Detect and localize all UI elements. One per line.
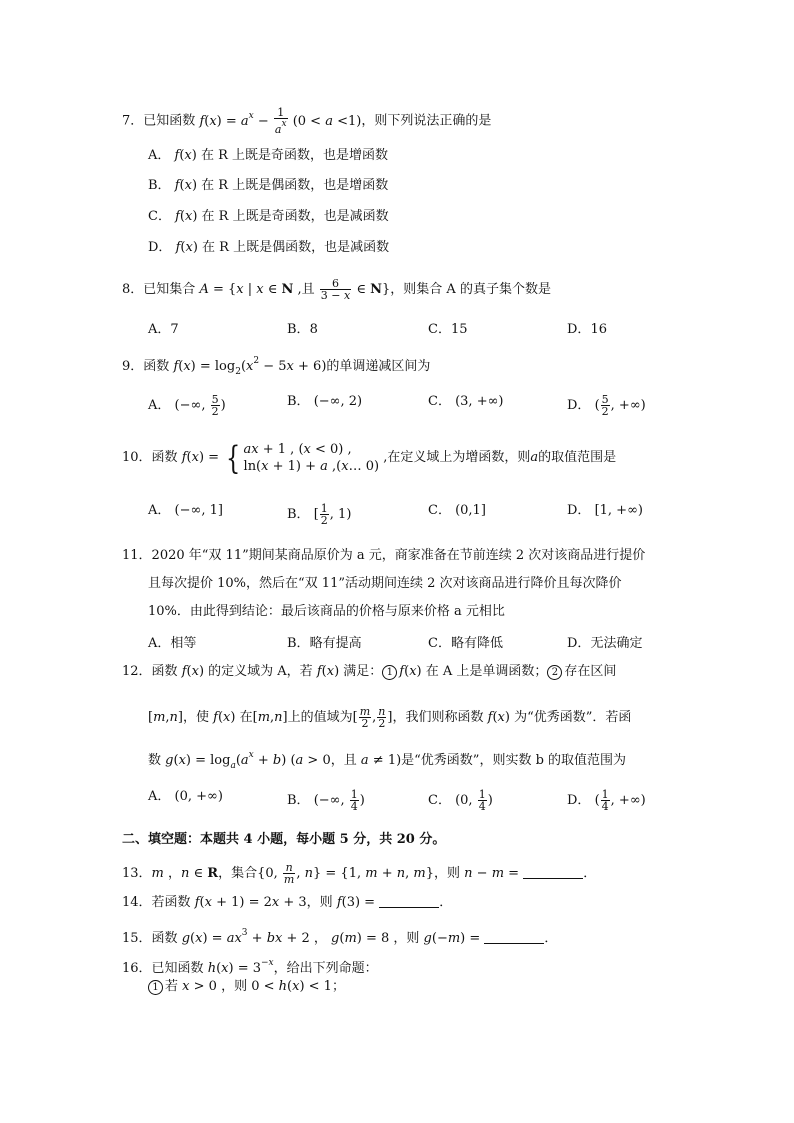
q12-text: 上的值域为: [287, 710, 353, 725]
q13-text: ，则: [434, 866, 461, 881]
q12-text: 满足：: [343, 664, 383, 679]
option-label: A．: [148, 148, 171, 163]
q12-option-b[interactable]: B． (−∞, $\frac{1}{4}$ ): [287, 788, 365, 813]
option-label: D．: [567, 636, 591, 651]
option-label: A．: [148, 789, 171, 804]
q10-option-a[interactable]: A． (−∞, 1]: [148, 503, 223, 518]
q12-text: ，使: [183, 710, 210, 725]
q11-text-2: 且每次提价 10%，然后在“双 11”活动期间连续 2 次对该商品进行降价且每次降价: [148, 576, 622, 591]
q15-answer-blank[interactable]: [484, 931, 544, 944]
q16-claim-1: 1 若 x > 0 ，则 0 < h(x) < 1；: [148, 979, 345, 995]
q9-stem: [122, 353, 430, 380]
q12-text: 在: [239, 710, 253, 725]
q14-text: ，则: [306, 895, 333, 910]
option-text: 略有降低: [450, 636, 503, 651]
q15: 15．函数 $g(x) = ax^3$ + bx + 2 ， g(m) = 8 ，则 g(−m) = ．: [122, 928, 558, 946]
q13: 13．m ，n ∈ R，集合{0, $\frac{n}{m}$ , n} = {1, m + n, m}，则 n − m = ．: [122, 861, 597, 886]
q8-option-c[interactable]: [428, 322, 468, 338]
option-text: 在 R 上既是偶函数，也是减函数: [202, 240, 390, 255]
q10-option-b[interactable]: B． [ $\frac{1}{2}$ , 1): [287, 502, 352, 527]
option-label: C．: [428, 394, 451, 409]
circled-one-icon: 1: [148, 980, 163, 995]
q12-text: 在 A 上是单调函数；: [425, 664, 548, 679]
circled-two-icon: 2: [547, 665, 562, 680]
q8-formula: A = {x | x ∈ N ,且 $\frac{6}{3 - x}$ ∈ N}: [199, 277, 391, 302]
q14-text: 若函数: [151, 895, 191, 910]
option-label: B．: [287, 394, 310, 409]
q14-answer-blank[interactable]: [379, 895, 439, 908]
q12-text: 为“优秀函数”．若函: [514, 710, 632, 725]
q7-stem-a: 已知函数: [143, 113, 196, 129]
option-text: 在 R 上既是偶函数，也是增函数: [201, 178, 389, 193]
option-label: A．: [148, 636, 171, 651]
q12-text: 数: [148, 753, 162, 768]
option-label: D．: [567, 398, 591, 413]
q16-text: ，则: [221, 979, 248, 994]
q14: 14．若函数 f(x + 1) = 2x + 3，则 f(3) = ．: [122, 895, 453, 910]
q8-stem: [122, 278, 551, 301]
option-text: 略有提高: [309, 636, 362, 651]
q11-text-3: 10%．由此得到结论：最后该商品的价格与原来价格 a 元相比: [148, 604, 505, 619]
q9-option-d[interactable]: D． ( $\frac{5}{2}$ , +∞): [567, 393, 646, 418]
q8-option-a[interactable]: [148, 322, 179, 338]
q9-stem-a: 函数: [143, 359, 170, 374]
q16-number: 16．: [122, 961, 152, 976]
q9-number: 9．: [122, 359, 144, 374]
q12-line-2: [m,n]，使 f(x) 在[m,n]上的值域为[ $\frac{m}{2}$ , $\frac{n}{2}$ ]，我们则称函数 f(x) 为“优秀函数”．若函: [148, 705, 632, 730]
q7-stem: [122, 107, 491, 135]
section-two-heading: 二、填空题：本题共 4 小题，每小题 5 分，共 20 分。: [122, 832, 446, 847]
q11-line-3: [148, 604, 505, 620]
option-label: B．: [287, 507, 310, 522]
q10-formula: f(x) = { ax + 1 , (x < 0) , ln(x + 1) + a ,(x… 0) ,: [181, 438, 388, 477]
option-label: C．: [148, 209, 171, 224]
option-label: C．: [428, 322, 451, 337]
option-label: A．: [148, 322, 171, 337]
q14-number: 14．: [122, 895, 152, 910]
option-label: D．: [567, 503, 591, 518]
q12-option-a[interactable]: A． (0, +∞): [148, 789, 223, 804]
q10-option-c[interactable]: C． (0,1]: [428, 503, 486, 518]
q8-option-b[interactable]: [287, 322, 318, 338]
q11-option-d[interactable]: [567, 636, 642, 652]
option-text: 无法确定: [590, 636, 643, 651]
option-label: B．: [287, 793, 310, 808]
q12-line-3: 数 $g(x) = \log_a(a^x + b) (a > 0$，且 a ≠ 1)是“优秀函数”，则实数 b 的取值范围为: [148, 750, 627, 771]
q12-option-d[interactable]: D． ( $\frac{1}{4}$ , +∞): [567, 788, 646, 813]
q12-number: 12．: [122, 664, 152, 679]
option-text: 在 R 上既是奇函数，也是减函数: [201, 209, 389, 224]
q12-line-1: 12．函数 f(x) 的定义域为 A，若 f(x) 满足： 1 f(x) 在 A 上是单调函数； 2 存在区间: [122, 664, 617, 679]
option-text: 在 R 上既是奇函数，也是增函数: [200, 148, 389, 163]
q10-option-d[interactable]: D． [1, +∞): [567, 503, 643, 518]
circled-one-icon: 1: [382, 665, 397, 680]
q12-text: 存在区间: [564, 664, 617, 679]
q7-stem-b: ，则下列说法正确的是: [361, 113, 492, 129]
q12-text: 的定义域为 A，若: [208, 664, 313, 679]
q7-option-c[interactable]: C． f(x) 在 R 上既是奇函数，也是减函数: [148, 209, 389, 224]
q16-text: 已知函数: [151, 961, 204, 976]
q8-number: 8．: [122, 282, 144, 297]
q11-line-2: [148, 576, 622, 592]
option-label: C．: [428, 503, 451, 518]
option-label: D．: [148, 240, 172, 255]
option-label: B．: [148, 178, 171, 193]
q12-text: 函数: [151, 664, 178, 679]
option-label: B．: [287, 322, 310, 337]
option-label: A．: [148, 398, 171, 413]
q10-stem-b: 在定义域上为增函数，则: [387, 450, 531, 465]
q15-text: 函数: [151, 931, 178, 946]
q10-stem-a: 函数: [151, 450, 178, 465]
q13-answer-blank[interactable]: [523, 866, 583, 879]
q11-number: 11．: [122, 548, 152, 563]
option-text: 8: [309, 322, 318, 337]
q13-number: 13．: [122, 866, 152, 881]
q8-stem-b: ，则集合 A 的真子集个数是: [390, 282, 551, 297]
q12-text: ，我们则称函数: [392, 710, 484, 725]
q9-option-b[interactable]: B． (−∞, 2): [287, 394, 363, 409]
q11-line-1: [122, 548, 645, 564]
q12-text: 是“优秀函数”，则实数 b 的取值范围为: [401, 753, 627, 768]
q7-number: 7．: [122, 113, 144, 129]
q9-formula: $f(x) = \log_2(x^2 - 5x + 6)$: [173, 356, 327, 377]
q12-text: ，且: [330, 753, 357, 768]
q11-option-c[interactable]: [428, 636, 503, 652]
q7-option-a[interactable]: A． f(x) 在 R 上既是奇函数，也是增函数: [148, 148, 389, 163]
q10-stem: 10．函数 f(x) = { ax + 1 , (x < 0) , ln(x + 1) + a ,(x… 0) ,在定义域上为增函数，则a的取值范围是: [122, 438, 617, 477]
option-label: D．: [567, 793, 591, 808]
q7-option-b[interactable]: B． f(x) 在 R 上既是偶函数，也是增函数: [148, 178, 389, 193]
option-label: D．: [567, 322, 591, 337]
q9-stem-b: 的单调递减区间为: [326, 359, 431, 374]
option-label: C．: [428, 636, 451, 651]
option-label: B．: [287, 636, 310, 651]
q9-option-c[interactable]: C． (3, +∞): [428, 394, 504, 409]
option-label: A．: [148, 503, 171, 518]
q11-option-a[interactable]: [148, 636, 196, 652]
option-text: 16: [590, 322, 607, 337]
q7-option-d[interactable]: D． f(x) 在 R 上既是偶函数，也是减函数: [148, 240, 390, 255]
q16-text: 若: [165, 979, 179, 994]
option-label: C．: [428, 793, 451, 808]
q13-text: ，集合: [218, 866, 258, 881]
option-text: 7: [170, 322, 179, 337]
q15-number: 15．: [122, 931, 152, 946]
q16-text: ，给出下列命题：: [273, 961, 378, 976]
q16: 16．已知函数 $h(x) = 3^{-x}$，给出下列命题：: [122, 958, 378, 976]
q8-stem-a: 已知集合: [143, 282, 196, 297]
q9-option-a[interactable]: A． (−∞, $\frac{5}{2}$ ): [148, 393, 226, 418]
q12-option-c[interactable]: C． (0, $\frac{1}{4}$ ): [428, 788, 493, 813]
q11-text-1: 2020 年“双 11”期间某商品原价为 a 元，商家准备在节前连续 2 次对该商品进行提价: [151, 548, 646, 563]
q10-stem-c: 的取值范围是: [538, 450, 617, 465]
q8-option-d[interactable]: [567, 322, 607, 338]
q10-number: 10．: [122, 450, 152, 465]
q7-formula: $f(x) = a^x$ − $\frac{1}{a^x}$ (0 < a <1): [199, 106, 362, 136]
q11-option-b[interactable]: [287, 636, 362, 652]
option-text: 15: [450, 322, 468, 337]
option-text: 相等: [170, 636, 197, 651]
